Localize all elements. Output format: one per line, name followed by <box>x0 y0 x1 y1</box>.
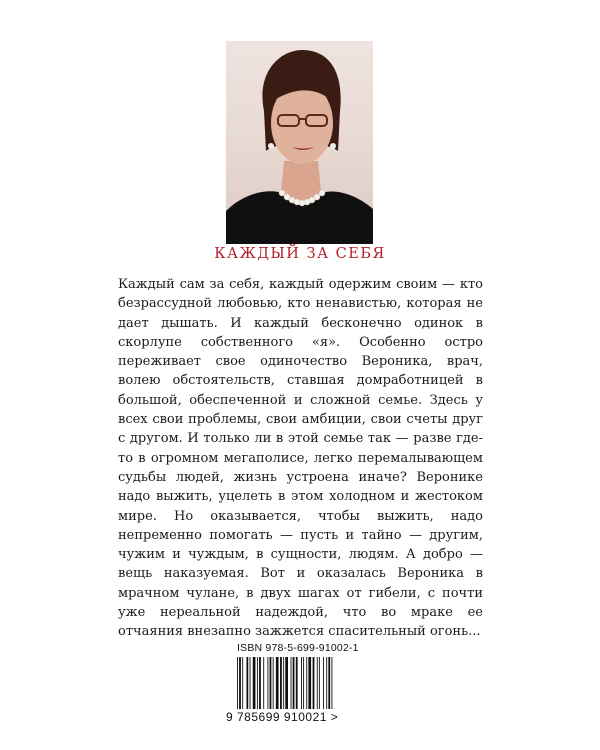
barcode-bar <box>280 657 282 709</box>
barcode-bar <box>293 657 295 709</box>
barcode-bar <box>303 657 304 709</box>
barcode-bar <box>285 657 288 709</box>
barcode-bar <box>308 657 311 709</box>
barcode-bar <box>291 657 292 709</box>
barcode-bar <box>270 657 272 709</box>
barcode-bar <box>326 657 327 709</box>
barcode-bar <box>246 657 248 709</box>
barcode <box>235 657 366 717</box>
barcode-bar <box>257 657 258 709</box>
barcode-bars <box>235 657 366 717</box>
barcode-bar <box>253 657 256 709</box>
barcode-bar <box>276 657 279 709</box>
barcode-bar <box>250 657 251 709</box>
barcode-bar <box>332 657 333 709</box>
barcode-bar <box>319 657 320 709</box>
author-portrait-illustration <box>226 41 373 244</box>
barcode-bar <box>301 657 302 709</box>
barcode-bar <box>313 657 315 709</box>
barcode-bar <box>296 657 298 709</box>
barcode-bar <box>323 657 324 709</box>
barcode-bar <box>242 657 243 709</box>
barcode-digits: 9 785699 910021 > <box>226 710 339 724</box>
book-description: Каждый сам за себя, каждый одержим своим — кто безрассудной любовью, кто ненавистью, которая не дает дышать. И каждый бесконечно одинок в скорлупе собственного «я». Особенно остро переживает свое одиночество Вероника, врач, волею обстоятельств, ставшая домработницей в большой, обеспеченной и сложной семье. Здесь у всех свои проблемы, свои амбиции, свои счеты друг с другом. И только ли в этой семье так — разве где-то в огромном мегаполисе, легко перемалывающем судьбы людей, жизнь устроена иначе? Веронике надо выжить, уцелеть в этом холодном и жестоком мире. Но оказывается, чтобы выжить, надо непременно помогать — пусть и тайно — другим, чужим и чуждым, в сущности, людям. А добро — вещь наказуемая. Вот и оказалась Вероника в мрачном чулане, в двух шагах от гибели, с почти уже нереальной надеждой, что во мраке ее отчаяния внезапно зажжется спасительный огонь... <box>118 277 483 640</box>
barcode-bar <box>328 657 330 709</box>
isbn-label: ISBN 978-5-699-91002-1 <box>237 642 359 654</box>
barcode-bar <box>239 657 241 709</box>
barcode-bar <box>263 657 264 709</box>
barcode-bar <box>259 657 261 709</box>
barcode-bar <box>237 657 238 709</box>
barcode-bar <box>317 657 318 709</box>
author-photo <box>226 41 373 244</box>
barcode-bar <box>306 657 307 709</box>
barcode-bar <box>273 657 274 709</box>
book-title: КАЖДЫЙ ЗА СЕБЯ <box>214 246 386 262</box>
barcode-bar <box>267 657 268 709</box>
barcode-bar <box>283 657 284 709</box>
